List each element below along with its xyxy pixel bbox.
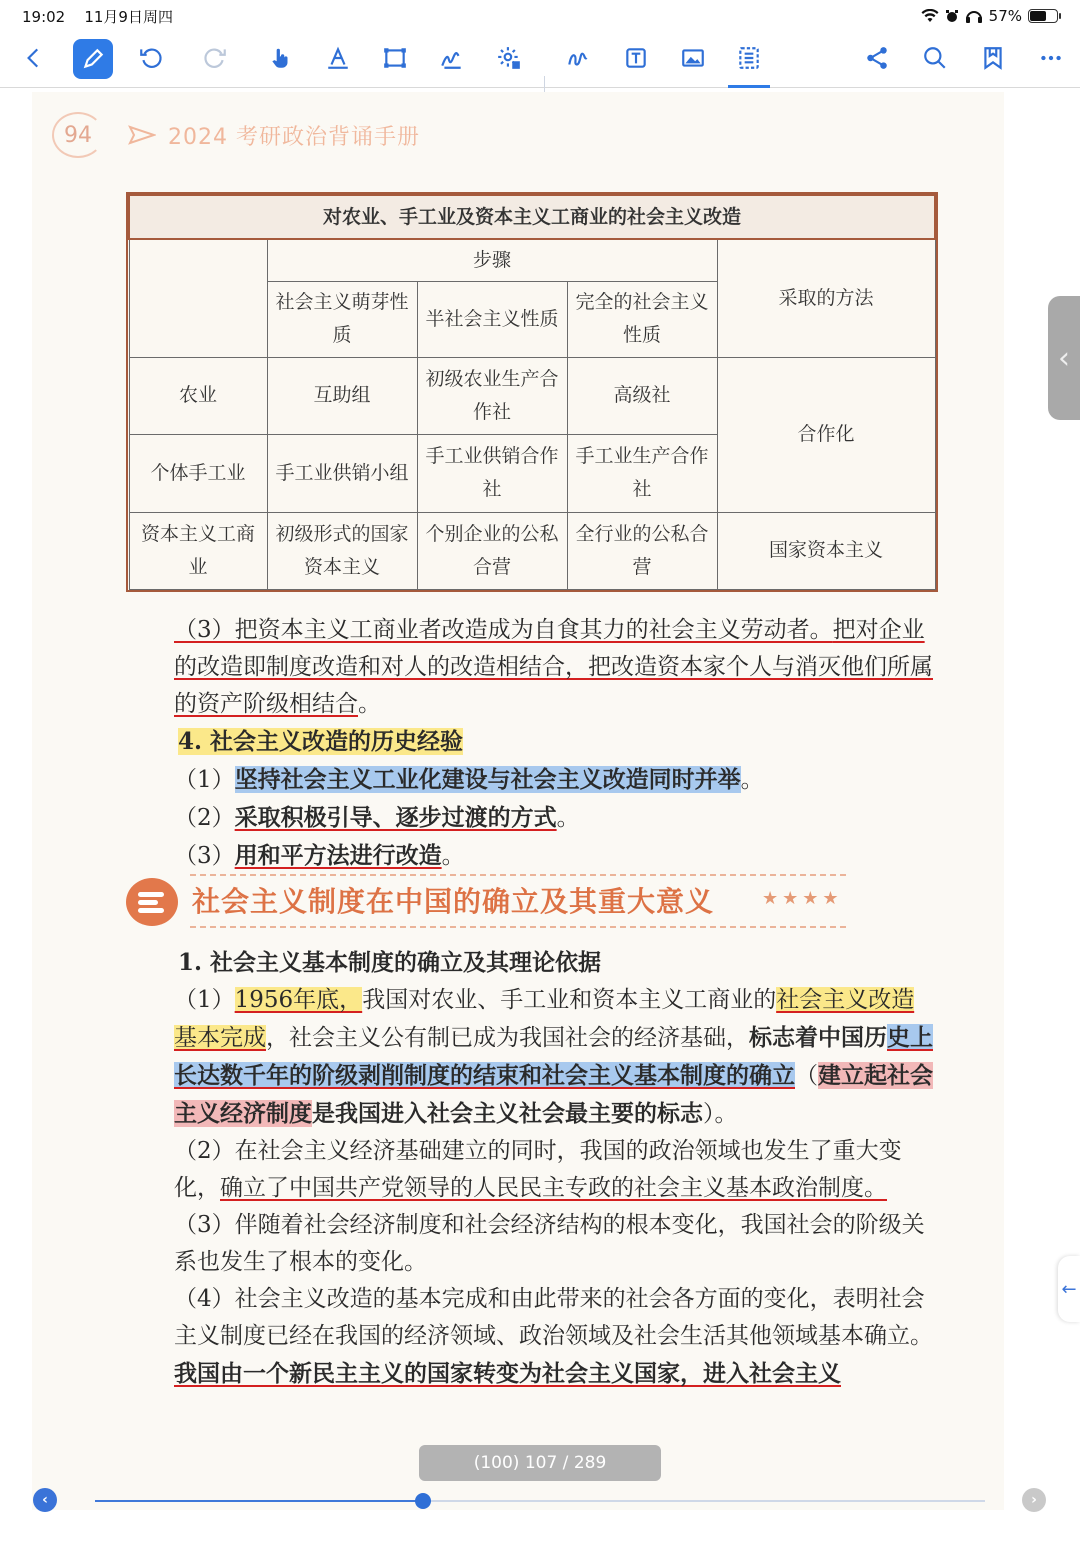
paragraph-block-2	[128, 944, 936, 1393]
arrow-left-icon: ←	[1061, 1278, 1077, 1300]
experience-3	[128, 837, 936, 875]
battery-fill	[1030, 11, 1046, 21]
s2-a: （2）在社会主义经济基础建立的同时，我国的政治领域也发生了重大变化，	[174, 1138, 902, 1201]
text-highlight-icon[interactable]	[318, 38, 358, 78]
lasso-icon[interactable]	[558, 38, 598, 78]
back-icon[interactable]	[14, 38, 54, 78]
status-bar	[0, 0, 1080, 32]
battery-icon	[1028, 9, 1058, 23]
s1-blue: 史上长达数千年的阶级剥削制度的结束和社会主义基本制度的确立	[174, 1024, 933, 1089]
table-cell: 全行业的公私合营	[567, 512, 717, 589]
s1-b: ，社会主义公有制已成为我国社会的经济基础，	[266, 1025, 749, 1051]
signature-icon[interactable]	[432, 38, 472, 78]
experience-1-num: （1）	[174, 767, 235, 793]
table-cell: 高级社	[567, 357, 717, 434]
steps-header: 步骤	[267, 239, 717, 281]
body-heading-text: 1. 社会主义基本制度的确立及其理论依据	[178, 949, 602, 976]
table-title: 对农业、手工业及资本主义工商业的社会主义改造	[129, 195, 935, 239]
table-cell: 互助组	[267, 357, 417, 434]
experience-3-num: （3）	[174, 843, 235, 869]
badge-line	[138, 908, 164, 913]
period: 。	[556, 805, 580, 831]
s1-a: 我国对农业、手工业和资本主义工商业的	[362, 987, 777, 1013]
text-box-icon[interactable]	[616, 38, 656, 78]
section-stars: ★★★★	[762, 888, 843, 909]
table-cell: 个别企业的公私合营	[417, 512, 567, 589]
scrubber-knob[interactable]	[415, 1493, 431, 1509]
period: 。	[740, 767, 764, 793]
s4-b: 我国由一个新民主主义的国家转变为社会主义国家，进入社会主义	[174, 1360, 841, 1387]
method-state-capitalism: 国家资本主义	[717, 512, 935, 589]
paper-plane-icon	[128, 123, 156, 147]
settings-icon[interactable]	[489, 38, 529, 78]
pen-icon[interactable]	[73, 39, 113, 79]
section-dash-bottom	[190, 926, 846, 928]
table-corner	[129, 239, 267, 357]
status-right	[921, 7, 1058, 25]
outline-icon[interactable]	[729, 38, 769, 78]
method-header: 采取的方法	[717, 239, 935, 357]
body-s1	[128, 982, 936, 1133]
body-s2	[128, 1133, 936, 1207]
s4-a: （4）社会主义改造的基本完成和由此带来的社会各方面的变化，表明社会主义制度已经在我国的经济领域、政治领域及社会生活其他领域基本确立。	[174, 1286, 933, 1349]
table-cell: 手工业供销小组	[267, 434, 417, 512]
s1-pink: 建立起社会主义经济制度	[174, 1062, 933, 1127]
experience-2	[128, 799, 936, 837]
experience-3-text: 用和平方法进行改造	[234, 842, 442, 869]
experience-1	[128, 761, 936, 799]
side-panel-handle[interactable]	[1048, 296, 1080, 420]
list-badge-icon	[126, 878, 178, 926]
scrubber-progress	[95, 1500, 423, 1502]
s3: （3）伴随着社会经济制度和社会经济结构的根本变化，我国社会的阶级关系也发生了根本的变化。	[174, 1212, 925, 1275]
alarm-icon	[945, 9, 959, 23]
page-scrubber[interactable]	[95, 1500, 985, 1502]
chevron-left-icon: ‹	[1058, 340, 1070, 376]
section-dash-top	[190, 874, 846, 876]
section-heading	[126, 874, 846, 930]
stage-header-1: 社会主义萌芽性质	[267, 281, 417, 357]
more-icon[interactable]	[1031, 38, 1071, 78]
experience-2-num: （2）	[174, 805, 235, 831]
prev-page-button[interactable]	[33, 1488, 57, 1512]
next-page-button[interactable]	[1022, 1488, 1046, 1512]
para-3-c: 。	[358, 691, 381, 717]
redo-icon[interactable]	[195, 38, 235, 78]
share-icon[interactable]	[857, 38, 897, 78]
status-date: 11月9日周四	[84, 7, 173, 26]
stage-header-2: 半社会主义性质	[417, 281, 567, 357]
search-icon[interactable]	[915, 38, 955, 78]
s1-num: （1）	[174, 987, 235, 1013]
bookmark-icon[interactable]	[973, 38, 1013, 78]
paragraph-block-1	[128, 612, 936, 875]
table-cell: 初级形式的国家资本主义	[267, 512, 417, 589]
method-cooperative: 合作化	[717, 357, 935, 512]
s2-b: 确立了中国共产党领导的人民民主专政的社会主义基本政治制度。	[220, 1175, 887, 1201]
para-3-b: 把对企业的改造即制度改造和对人的改造相结合，把改造资本家个人与消灭他们所属的资产阶级相结合	[174, 617, 933, 717]
hand-icon[interactable]	[261, 38, 301, 78]
experience-2-text: 采取积极引导、逐步过渡的方式	[234, 804, 557, 831]
page-indicator: (100) 107 / 289	[419, 1445, 661, 1481]
return-handle[interactable]	[1058, 1256, 1080, 1322]
s1-highlight: 社会主义改造基本完成	[174, 987, 915, 1051]
para-3	[128, 612, 936, 723]
reform-table	[128, 194, 936, 590]
battery-percent: 57%	[988, 7, 1022, 25]
stage-header-3: 完全的社会主义性质	[567, 281, 717, 357]
experience-heading	[128, 723, 936, 761]
experience-1-text: 坚持社会主义工业化建设与社会主义改造同时并举	[234, 766, 741, 793]
body-s4	[128, 1281, 936, 1393]
chevron-right-icon: ›	[1031, 1492, 1037, 1508]
toolbar	[0, 32, 1080, 88]
row-header-agriculture: 农业	[129, 357, 267, 434]
experience-heading-text: 4. 社会主义改造的历史经验	[178, 728, 464, 755]
page-number: 94	[52, 112, 104, 158]
s1-c: （	[795, 1063, 818, 1089]
undo-icon[interactable]	[131, 38, 171, 78]
badge-line	[138, 892, 164, 897]
table-cell: 手工业生产合作社	[567, 434, 717, 512]
period: 。	[441, 843, 465, 869]
chevron-left-icon: ‹	[42, 1492, 48, 1508]
status-time-date	[22, 6, 173, 27]
book-title: 2024 考研政治背诵手册	[168, 124, 420, 150]
section-title: 社会主义制度在中国的确立及其重大意义	[192, 885, 715, 918]
row-header-capitalist: 资本主义工商业	[129, 512, 267, 589]
row-header-handicraft: 个体手工业	[129, 434, 267, 512]
image-icon[interactable]	[673, 38, 713, 78]
table-cell: 初级农业生产合作社	[417, 357, 567, 434]
s1-date: 1956年底，	[234, 987, 363, 1013]
wifi-icon	[921, 9, 939, 23]
status-time: 19:02	[22, 7, 66, 26]
badge-line	[138, 900, 158, 905]
s1-d: 是我国进入社会主义社会最主要的标志	[312, 1100, 703, 1127]
headphones-icon	[965, 9, 983, 23]
s1-bold: 标志着中国历	[749, 1024, 887, 1051]
table-cell: 手工业供销合作社	[417, 434, 567, 512]
selection-rect-icon[interactable]	[375, 38, 415, 78]
body-heading	[128, 944, 936, 982]
body-s3	[128, 1207, 936, 1281]
page-header	[52, 112, 420, 158]
para-3-a: （3）把资本主义工商业者改造成为自食其力的社会主义劳动者。	[174, 617, 833, 643]
s1-e: ）。	[703, 1101, 738, 1127]
active-tool-indicator	[728, 85, 770, 88]
